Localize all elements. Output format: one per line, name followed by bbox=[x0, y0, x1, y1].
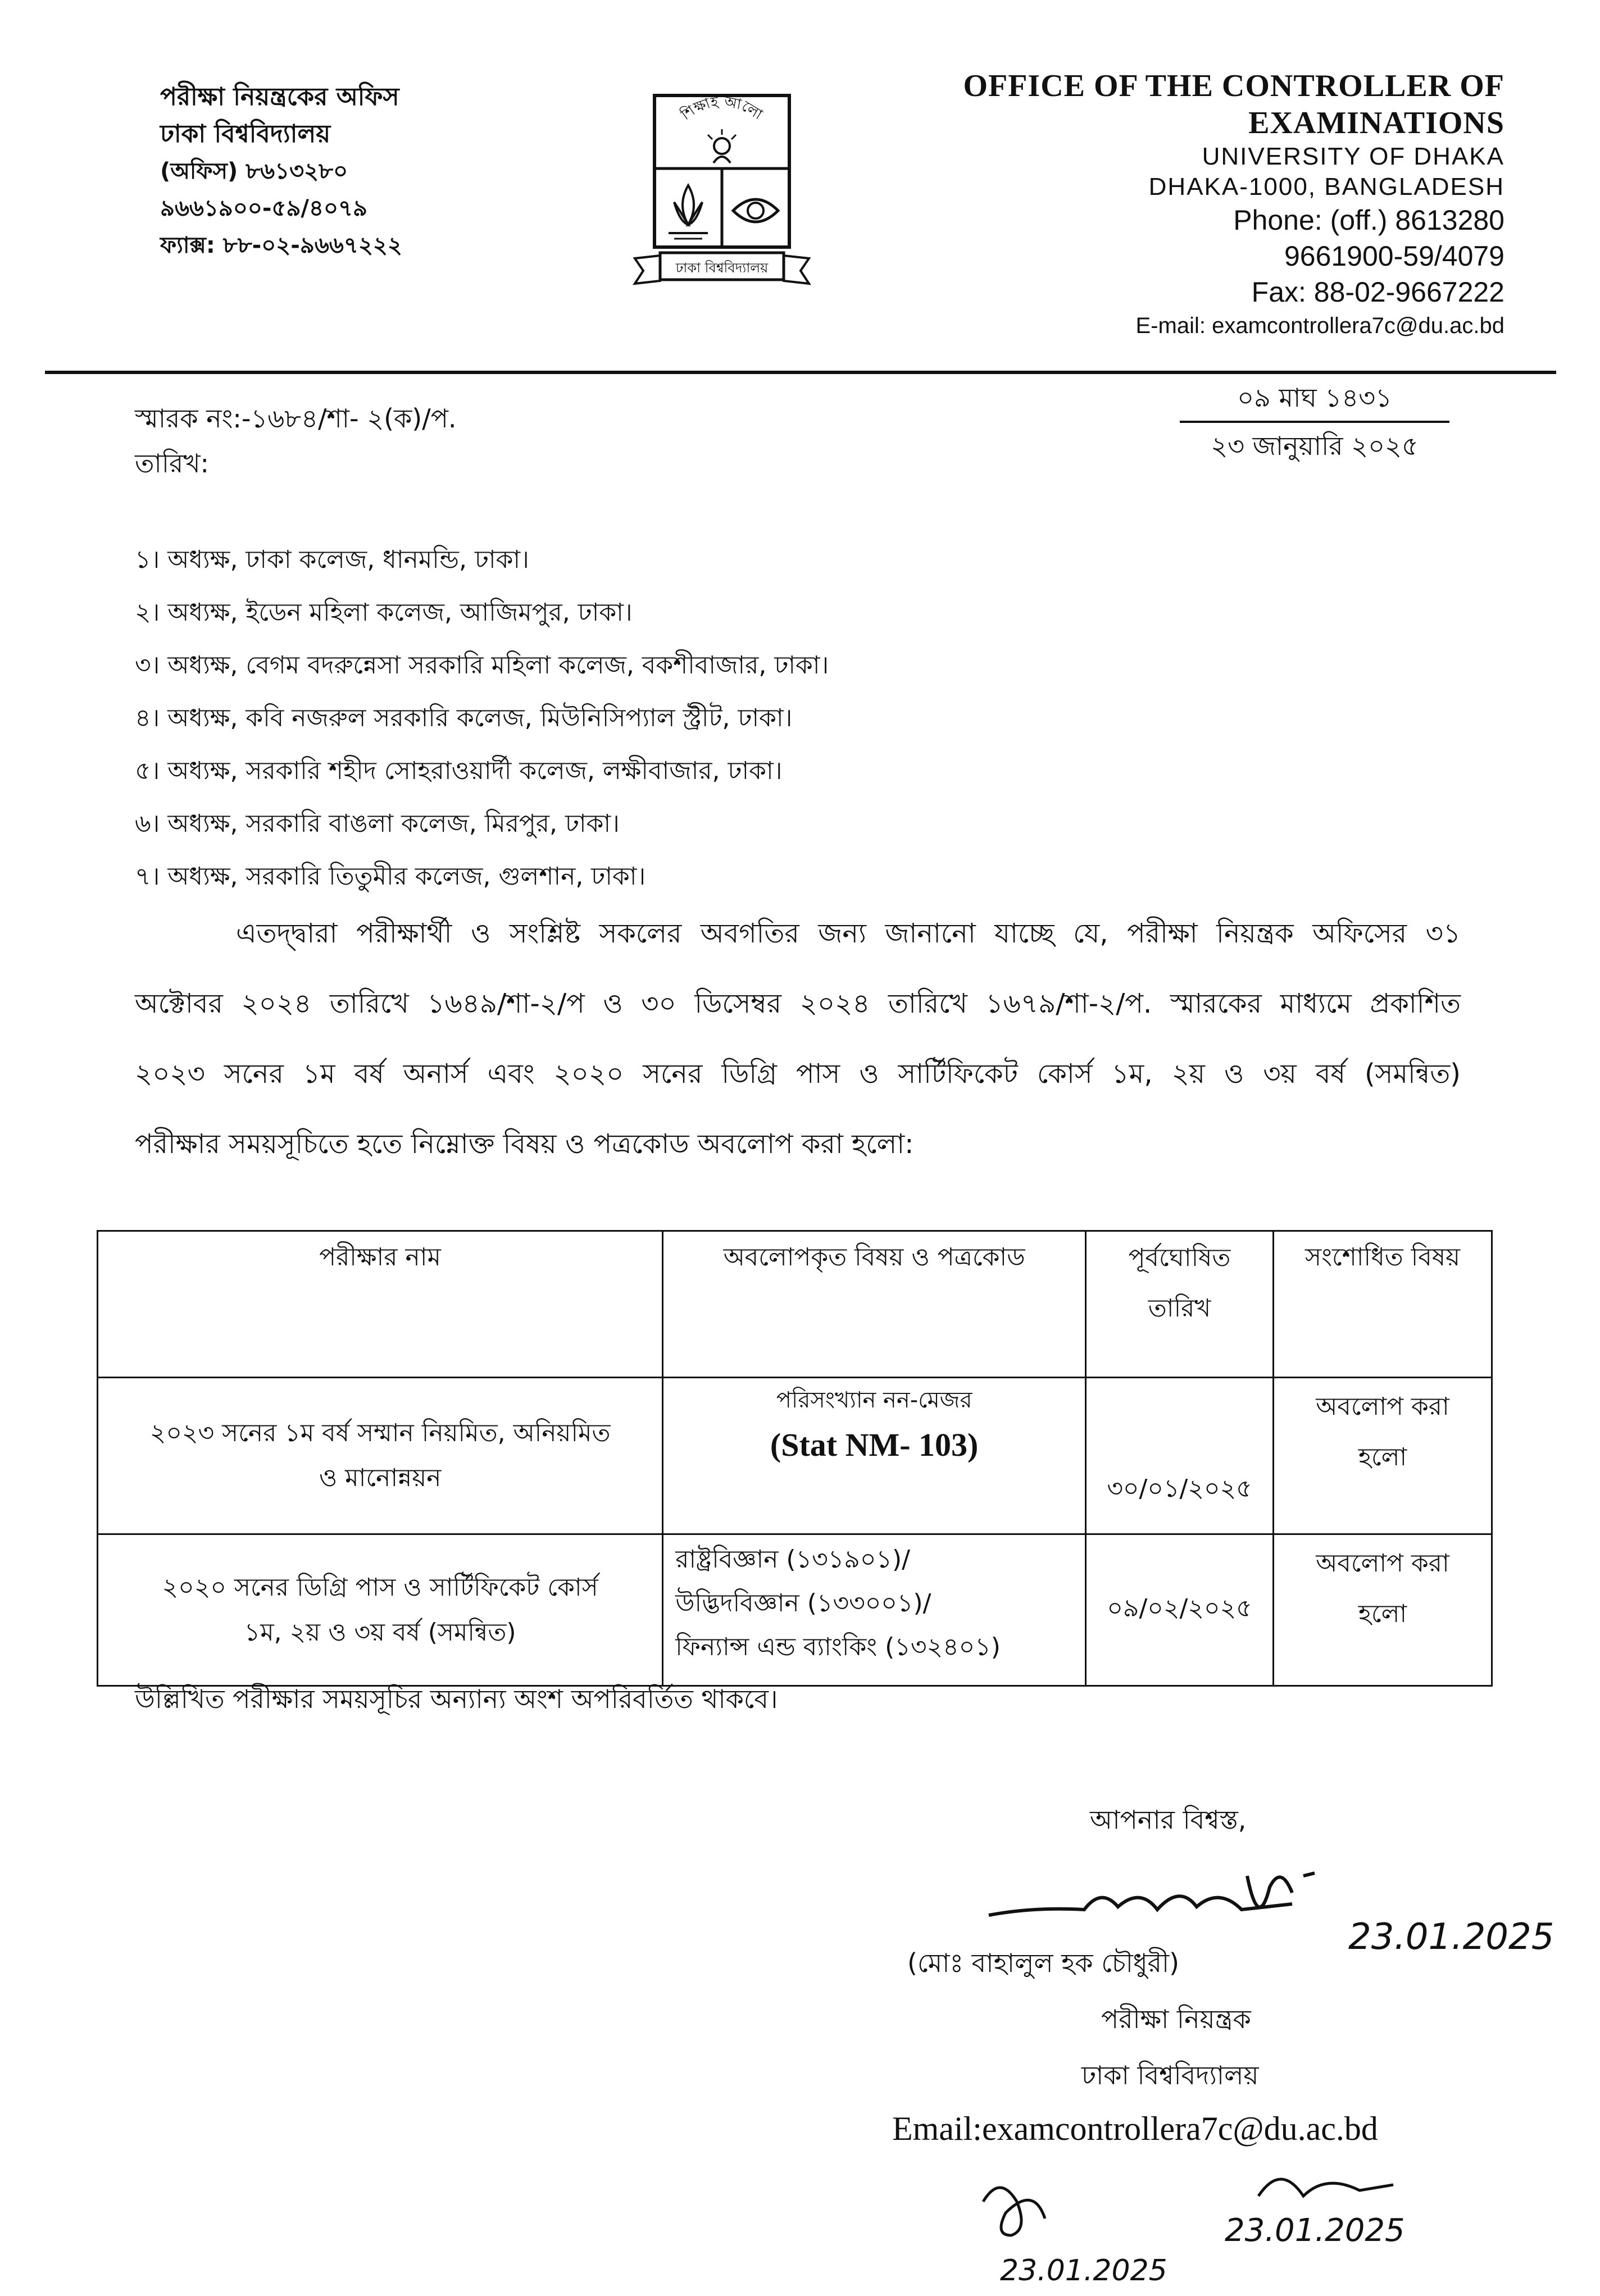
phone-english: Phone: (off.) 8613280 bbox=[1233, 204, 1504, 236]
date-divider bbox=[1180, 421, 1449, 423]
university-english: UNIVERSITY OF DHAKA bbox=[1202, 143, 1504, 170]
crest-motto: শিক্ষাই আলো bbox=[678, 93, 766, 124]
recipient-list bbox=[135, 534, 1483, 903]
cell-exam-name: ২০২০ সনের ডিগ্রি পাস ও সার্টিফিকেট কোর্স ১ম, ২য় ও ৩য় বর্ষ (সমন্বিত) bbox=[98, 1534, 663, 1686]
office-header-english bbox=[830, 67, 1504, 341]
cell-prev-date: ৩০/০১/২০২৫ bbox=[1086, 1378, 1274, 1534]
office-name: পরীক্ষা নিয়ন্ত্রকের অফিস bbox=[160, 83, 399, 111]
signatory-email: Email:examcontrollera7c@du.ac.bd bbox=[892, 2110, 1378, 2147]
body-line: এতদ্দ্বারা পরীক্ষার্থী ও সংশ্লিষ্ট সকলের অবগতির জন্য জানানো যাচ্ছে যে, পরীক্ষা নিয়ন্ত্রক অফিসের ৩১ bbox=[236, 918, 1461, 949]
recipient-item: ৭। অধ্যক্ষ, সরকারি তিতুমীর কলেজ, গুলশান, ঢাকা। bbox=[135, 862, 646, 891]
signatory-title: পরীক্ষা নিয়ন্ত্রক bbox=[1101, 2004, 1251, 2034]
university-name: ঢাকা বিশ্ববিদ্যালয় bbox=[160, 120, 331, 148]
recipient-item: ২। অধ্যক্ষ, ইডেন মহিলা কলেজ, আজিমপুর, ঢাকা। bbox=[135, 598, 633, 627]
removed-subjects-table bbox=[97, 1230, 1493, 1687]
office-header-bangla bbox=[160, 79, 553, 264]
header-removed-subject: অবলোপকৃত বিষয় ও পত্রকোড bbox=[663, 1231, 1086, 1378]
email-english: E-mail: examcontrollera7c@du.ac.bd bbox=[1135, 313, 1504, 338]
body-line: অক্টোবর ২০২৪ তারিখে ১৬৪৯/শা-২/প ও ৩০ ডিসেম্বর ২০২৪ তারিখে ১৬৭৯/শা-২/প. স্মারকের মাধ্যমে প্রকাশিত bbox=[135, 988, 1461, 1019]
fax-number: ফ্যাক্স: ৮৮-০২-৯৬৬৭২২২ bbox=[160, 233, 402, 258]
address-english: DHAKA-1000, BANGLADESH bbox=[1148, 173, 1504, 201]
signatory-name: (মোঃ বাহালুল হক চৌধুরী) bbox=[907, 1948, 1180, 1978]
cell-revised: অবলোপ করা হলো bbox=[1274, 1378, 1492, 1534]
table-row bbox=[98, 1534, 1492, 1686]
header-exam-name: পরীক্ষার নাম bbox=[98, 1231, 663, 1378]
recipient-item: ১। অধ্যক্ষ, ঢাকা কলেজ, ধানমন্ডি, ঢাকা। bbox=[135, 545, 529, 574]
date-bangla-calendar: ০৯ মাঘ ১৪৩১ bbox=[1237, 382, 1392, 413]
pbx-english: 9661900-59/4079 bbox=[1284, 240, 1504, 272]
table-header-row bbox=[98, 1231, 1492, 1378]
cell-revised: অবলোপ করা হলো bbox=[1274, 1534, 1492, 1686]
table-row bbox=[98, 1378, 1492, 1534]
notice-body bbox=[135, 899, 1461, 1179]
office-title-line1: OFFICE OF THE CONTROLLER OF bbox=[963, 69, 1504, 103]
recipient-item: ৬। অধ্যক্ষ, সরকারি বাঙলা কলেজ, মিরপুর, ঢাকা। bbox=[135, 809, 620, 838]
office-title-line2: EXAMINATIONS bbox=[1248, 106, 1504, 140]
closing-salutation: আপনার বিশ্বস্ত, bbox=[1090, 1805, 1247, 1835]
initials-date-1: 23.01.2025 bbox=[1000, 2254, 1167, 2288]
fax-english: Fax: 88-02-9667222 bbox=[1251, 276, 1504, 308]
recipient-item: ৪। অধ্যক্ষ, কবি নজরুল সরকারি কলেজ, মিউনিসিপ্যাল স্ট্রীট, ঢাকা। bbox=[135, 704, 793, 732]
pbx-phone: ৯৬৬১৯০০-৫৯/৪০৭৯ bbox=[160, 195, 367, 221]
university-crest-icon bbox=[629, 90, 815, 292]
body-line: ২০২৩ সনের ১ম বর্ষ অনার্স এবং ২০২০ সনের ডিগ্রি পাস ও সার্টিফিকেট কোর্স ১ম, ২য় ও ৩য় বর্ষ (সমন্বিত) bbox=[135, 1058, 1461, 1090]
crest-banner-text: ঢাকা বিশ্ববিদ্যালয় bbox=[675, 260, 769, 276]
header-revised: সংশোধিত বিষয় bbox=[1274, 1231, 1492, 1378]
signature-date: 23.01.2025 bbox=[1348, 1916, 1554, 1958]
signatory-university: ঢাকা বিশ্ববিদ্যালয় bbox=[1081, 2060, 1259, 2090]
initials-date-2: 23.01.2025 bbox=[1225, 2212, 1405, 2249]
body-line: পরীক্ষার সময়সূচিতে হতে নিম্নোক্ত বিষয় ও পত্রকোড অবলোপ করা হলো: bbox=[135, 1128, 914, 1160]
cell-removed-subject: রাষ্ট্রবিজ্ঞান (১৩১৯০১)/ উদ্ভিদবিজ্ঞান (১৩৩০০১)/ ফিন্যান্স এন্ড ব্যাংকিং (১৩২৪০১) bbox=[663, 1534, 1086, 1686]
cell-exam-name: ২০২৩ সনের ১ম বর্ষ সম্মান নিয়মিত, অনিয়মিত ও মানোন্নয়ন bbox=[98, 1378, 663, 1534]
cell-prev-date: ০৯/০২/২০২৫ bbox=[1086, 1534, 1274, 1686]
recipient-item: ৫। অধ্যক্ষ, সরকারি শহীদ সোহরাওয়ার্দী কলেজ, লক্ষীবাজার, ঢাকা। bbox=[135, 757, 783, 785]
notice-footnote: উল্লিখিত পরীক্ষার সময়সূচির অন্যান্য অংশ অপরিবর্তিত থাকবে। bbox=[135, 1684, 778, 1714]
header-prev-date: পূর্বঘোষিত তারিখ bbox=[1086, 1231, 1274, 1378]
recipient-item: ৩। অধ্যক্ষ, বেগম বদরুন্নেসা সরকারি মহিলা কলেজ, বকশীবাজার, ঢাকা। bbox=[135, 651, 829, 680]
memo-date-label: তারিখ: bbox=[135, 448, 210, 479]
initials-signatures bbox=[966, 2151, 1427, 2292]
cell-removed-subject: পরিসংখ্যান নন-মেজর (Stat NM- 103) bbox=[663, 1378, 1086, 1534]
memo-number: স্মারক নং:-১৬৮৪/শা- ২(ক)/প. bbox=[135, 403, 457, 434]
memo-date-block bbox=[1180, 373, 1449, 466]
date-gregorian: ২৩ জানুয়ারি ২০২৫ bbox=[1211, 431, 1419, 461]
office-phone: (অফিস) ৮৬১৩২৮০ bbox=[160, 158, 348, 184]
